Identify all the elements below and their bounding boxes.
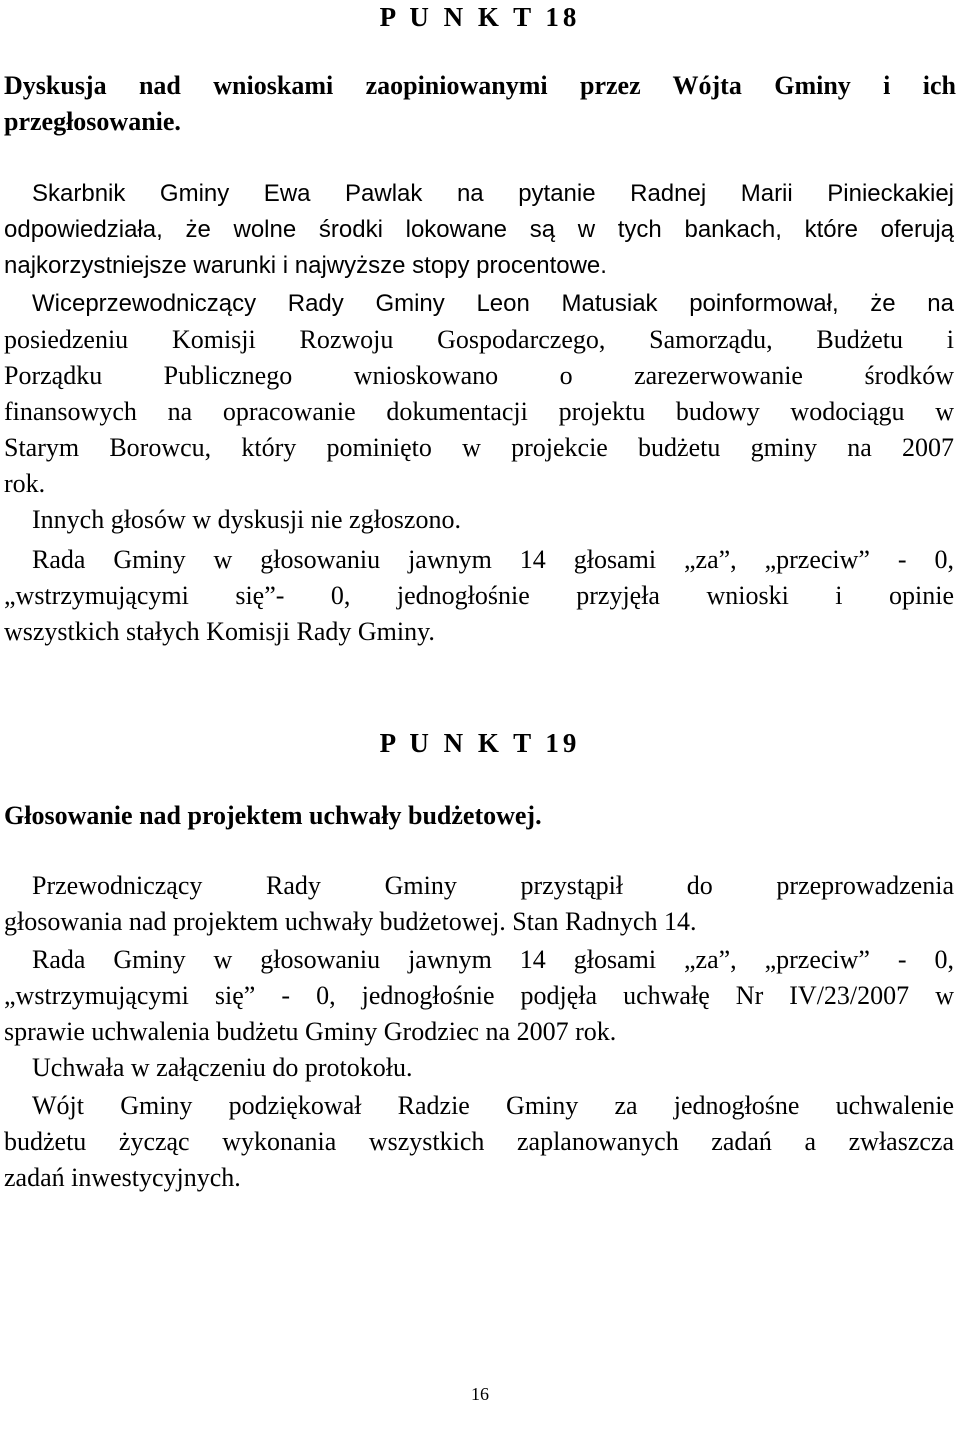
paragraph-line: Wiceprzewodniczący Rady Gminy Leon Matusiak poinformował, że na xyxy=(32,290,954,317)
wojt-paragraph xyxy=(4,1088,954,1196)
paragraph-line: Rada Gminy w głosowaniu jawnym 14 głosami „za”, „przeciw” - 0, xyxy=(32,545,954,574)
punkt-18-title xyxy=(4,68,956,140)
paragraph-line: zadań inwestycyjnych. xyxy=(4,1163,241,1192)
uchwala-paragraph xyxy=(4,1050,954,1086)
paragraph-line: wszystkich stałych Komisji Rady Gminy. xyxy=(4,617,435,646)
paragraph-line: „wstrzymującymi się” - 0, jednogłośnie podjęła uchwałę Nr IV/23/2007 w xyxy=(4,981,954,1010)
paragraph-line: Starym Borowcu, który pominięto w projekcie budżetu gminy na 2007 xyxy=(4,433,954,462)
rada-paragraph-18 xyxy=(4,542,954,650)
rada-paragraph-19 xyxy=(4,942,954,1050)
wiceprzewodniczacy-paragraph-cont xyxy=(4,322,954,502)
paragraph-line: odpowiedziała, że wolne środki lokowane są w tych bankach, które oferują xyxy=(4,216,954,243)
wiceprzewodniczacy-paragraph xyxy=(4,286,954,322)
paragraph-line: Wójt Gminy podziękował Radzie Gminy za jednogłośne uchwalenie xyxy=(32,1091,954,1120)
punkt-18-heading: P U N K T 18 xyxy=(379,2,581,32)
paragraph-line: budżetu życząc wykonania wszystkich zaplanowanych zadań a zwłaszcza xyxy=(4,1127,954,1156)
paragraph-line: najkorzystniejsze warunki i najwyższe stopy procentowe. xyxy=(4,252,607,279)
paragraph-line: Uchwała w załączeniu do protokołu. xyxy=(32,1053,413,1082)
paragraph-line: głosowania nad projektem uchwały budżetowej. Stan Radnych 14. xyxy=(4,907,697,936)
paragraph-line: Porządku Publicznego wnioskowano o zarezerwowanie środków xyxy=(4,361,954,390)
paragraph-line: sprawie uchwalenia budżetu Gminy Grodziec na 2007 rok. xyxy=(4,1017,617,1046)
paragraph-line: Innych głosów w dyskusji nie zgłoszono. xyxy=(32,505,461,534)
paragraph-line: rok. xyxy=(4,469,46,498)
title-line: Dyskusja nad wnioskami zaopiniowanymi przez Wójta Gminy i ich xyxy=(4,71,956,100)
title-line: przegłosowanie. xyxy=(4,107,181,136)
paragraph-line: Przewodniczący Rady Gminy przystąpił do przeprowadzenia xyxy=(32,871,954,900)
paragraph-line: posiedzeniu Komisji Rozwoju Gospodarczego, Samorządu, Budżetu i xyxy=(4,325,954,354)
punkt-19-heading: P U N K T 19 xyxy=(379,728,581,758)
przewodniczacy-paragraph xyxy=(4,868,954,940)
skarbnik-paragraph xyxy=(4,176,954,284)
paragraph-line: finansowych na opracowanie dokumentacji projektu budowy wodociągu w xyxy=(4,397,954,426)
page-number: 16 xyxy=(471,1384,489,1404)
title-line: Głosowanie nad projektem uchwały budżetowej. xyxy=(4,801,542,830)
paragraph-line: Rada Gminy w głosowaniu jawnym 14 głosami „za”, „przeciw” - 0, xyxy=(32,945,954,974)
punkt-19-title xyxy=(4,798,956,834)
paragraph-line: Skarbnik Gminy Ewa Pawlak na pytanie Radnej Marii Pinieckakiej xyxy=(32,180,954,207)
paragraph-line: „wstrzymującymi się”- 0, jednogłośnie przyjęła wnioski i opinie xyxy=(4,581,954,610)
innych-paragraph xyxy=(4,502,954,538)
